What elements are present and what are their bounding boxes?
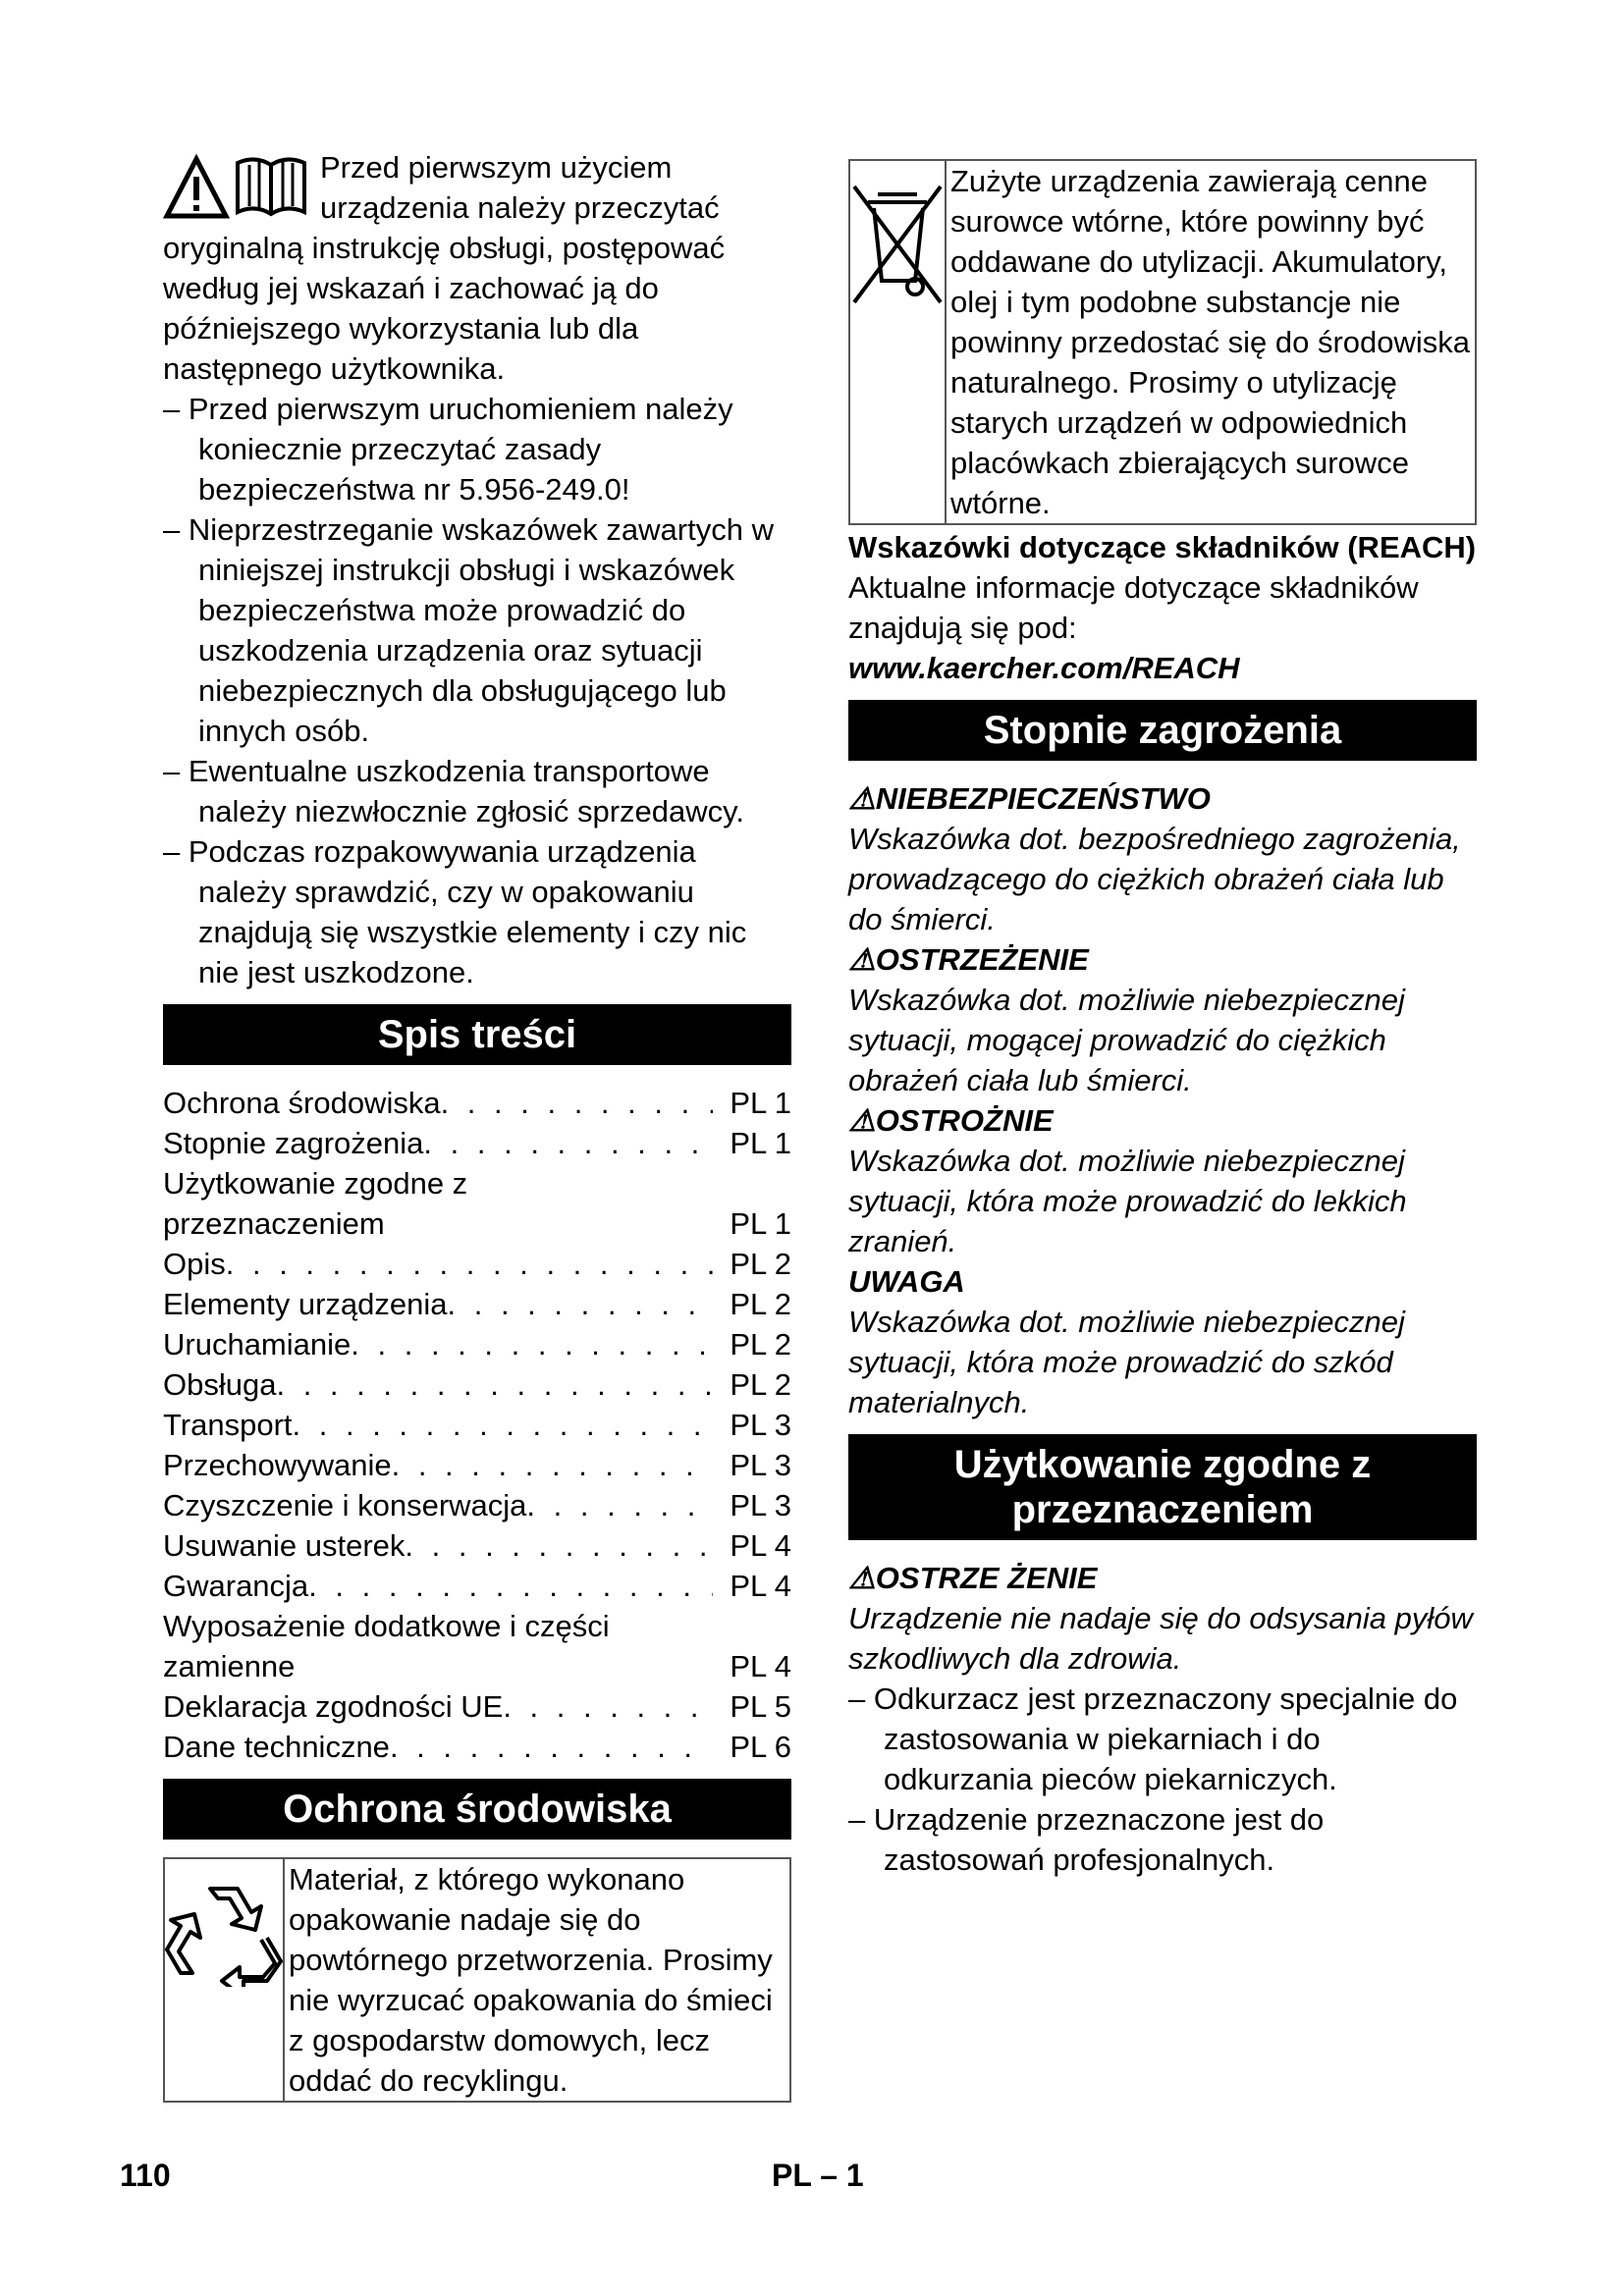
toc-page: PL 4	[730, 1569, 791, 1603]
recycling-box	[163, 1857, 791, 2103]
hazard-text: Wskazówka dot. bezpośredniego zagrożenia, prowadzącego do ciężkich obrażeń ciała lub do śmierci.	[848, 822, 1461, 936]
toc-entry[interactable]	[163, 1686, 791, 1727]
hazard-text: Wskazówka dot. możliwie niebezpiecznej sytuacji, która może prowadzić do szkód materialnych.	[848, 1305, 1405, 1419]
toc-title: Uruchamianie	[163, 1327, 352, 1362]
toc-title: Transport	[163, 1408, 293, 1442]
crossed-bin-icon	[850, 181, 945, 308]
toc-page: PL 3	[730, 1488, 791, 1522]
hazard-level	[848, 778, 1477, 939]
toc-entry[interactable]	[163, 1445, 791, 1485]
toc-page: PL 3	[730, 1448, 791, 1482]
toc-title: Gwarancja	[163, 1569, 309, 1603]
hazard-heading: Stopnie zagrożenia	[848, 700, 1477, 761]
toc-entry[interactable]	[163, 1364, 791, 1405]
toc-page: PL 2	[730, 1247, 791, 1281]
toc-entry[interactable]	[163, 1083, 791, 1123]
warning-triangle-icon: ⚠	[848, 942, 876, 977]
toc-title: Użytkowanie zgodne z przeznaczeniem	[163, 1166, 468, 1241]
toc-page: PL 6	[730, 1730, 791, 1764]
usage-item: – Odkurzacz jest przeznaczony specjalnie do zastosowania w piekarniach i do odkurzania pieców piekarniczych.	[848, 1682, 1458, 1796]
warning-triangle-icon: ⚠	[848, 1103, 876, 1138]
toc-title: Dane techniczne	[163, 1730, 390, 1764]
toc-entry[interactable]	[163, 1284, 791, 1324]
warning-triangle-icon: ⚠	[848, 1561, 876, 1595]
toc-page: PL 2	[730, 1287, 791, 1321]
reach-heading: Wskazówki dotyczące składników (REACH)	[848, 530, 1477, 564]
weee-box	[848, 159, 1477, 525]
recycling-text: Materiał, z którego wykonano opakowanie nadaje się do powtórnego przetworzenia. Prosimy nie wyrzucać opakowania do śmieci z gospodarstw domowych, lecz oddać do recyklingu.	[289, 1862, 773, 2098]
toc-heading: Spis treści	[163, 1004, 791, 1065]
intro-item: – Ewentualne uszkodzenia transportowe należy niezwłocznie zgłosić sprzedawcy.	[163, 754, 744, 828]
usage-warning-label: ⚠OSTRZE ŻENIE	[848, 1561, 1098, 1595]
toc-page: PL 4	[730, 1528, 791, 1563]
intro-item: – Nieprzestrzeganie wskazówek zawartych w niniejszej instrukcji obsługi i wskazówek bezpieczeństwa może prowadzić do uszkodzenia urządzenia oraz sytuacji niebezpiecznych dla obsługującego lub innych osób.	[163, 512, 774, 748]
toc-title: Opis	[163, 1247, 226, 1281]
toc-entry[interactable]	[163, 1606, 791, 1686]
environment-heading: Ochrona środowiska	[163, 1779, 791, 1840]
toc-title: Usuwanie usterek	[163, 1528, 406, 1563]
toc-title: Czyszczenie i konserwacja	[163, 1488, 527, 1522]
intro-item: – Podczas rozpakowywania urządzenia należy sprawdzić, czy w opakowaniu znajdują się wszystkie elementy i czy nic nie jest uszkodzone.	[163, 834, 747, 989]
usage-warning-text: Urządzenie nie nadaje się do odsysania pyłów szkodliwych dla zdrowia.	[848, 1601, 1473, 1676]
hazard-label: ⚠NIEBEZPIECZEŃSTWO	[848, 781, 1211, 816]
usage-heading: Użytkowanie zgodne z przeznaczeniem	[848, 1434, 1477, 1540]
toc-page: PL 2	[730, 1327, 791, 1362]
left-column	[163, 147, 791, 2103]
intro-item: – Przed pierwszym uruchomieniem należy koniecznie przeczytać zasady bezpieczeństwa nr 5.956-249.0!	[163, 392, 733, 507]
toc-entry[interactable]	[163, 1525, 791, 1566]
toc-title: Ochrona środowiska	[163, 1086, 441, 1120]
recycling-icon	[165, 1879, 283, 1987]
toc-title: Elementy urządzenia	[163, 1287, 448, 1321]
toc-title: Przechowywanie	[163, 1448, 392, 1482]
intro-section	[163, 147, 791, 389]
right-column	[848, 159, 1477, 1880]
weee-icon-cell	[850, 161, 947, 523]
reach-link[interactable]: www.kaercher.com/REACH	[848, 651, 1240, 685]
toc-page: PL 5	[730, 1689, 791, 1724]
toc-page: PL 2	[730, 1367, 791, 1402]
toc-page: PL 1	[730, 1206, 791, 1241]
toc-page: PL 4	[730, 1649, 791, 1683]
recycling-icon-cell	[165, 1859, 285, 2101]
hazard-level	[848, 939, 1477, 1100]
intro-paragraph: Przed pierwszym użyciem urządzenia należy przeczytać oryginalną instrukcję obsługi, postępować według jej wskazań i zachować ją do późniejszego wykorzystania lub dla następnego użytkownika.	[163, 150, 726, 386]
toc-page: PL 1	[730, 1086, 791, 1120]
toc-entry[interactable]	[163, 1485, 791, 1525]
warning-triangle-icon: ⚠	[848, 781, 876, 816]
toc-entry[interactable]	[163, 1727, 791, 1767]
hazard-text: Wskazówka dot. możliwie niebezpiecznej sytuacji, która może prowadzić do lekkich zranień.	[848, 1144, 1407, 1258]
table-of-contents	[163, 1083, 791, 1767]
toc-entry[interactable]	[163, 1324, 791, 1364]
toc-title: Deklaracja zgodności UE	[163, 1689, 504, 1724]
toc-title: Obsługa	[163, 1367, 277, 1402]
hazard-label: ⚠OSTROŻNIE	[848, 1103, 1054, 1138]
toc-entry[interactable]	[163, 1123, 791, 1163]
toc-entry[interactable]	[163, 1566, 791, 1606]
toc-page: PL 1	[730, 1126, 791, 1160]
toc-page: PL 3	[730, 1408, 791, 1442]
hazard-level	[848, 1261, 1477, 1422]
hazard-label: ⚠OSTRZEŻENIE	[848, 942, 1089, 977]
toc-entry[interactable]	[163, 1405, 791, 1445]
weee-text: Zużyte urządzenia zawierają cenne surowce wtórne, które powinny być oddawane do utylizacji. Akumulatory, olej i tym podobne substancje nie powinny przedostać się do środowiska naturalnego. Prosimy o utylizację starych urządzeń w odpowiednich placówkach zbierających surowce wtórne.	[950, 164, 1470, 520]
toc-title: Wyposażenie dodatkowe i części zamienne	[163, 1609, 610, 1683]
hazard-text: Wskazówka dot. możliwie niebezpiecznej sytuacji, mogącej prowadzić do ciężkich obrażeń ciała lub śmierci.	[848, 983, 1405, 1097]
usage-item: – Urządzenie przeznaczone jest do zastosowań profesjonalnych.	[848, 1802, 1325, 1877]
page-number: 110	[120, 2158, 171, 2193]
hazard-level	[848, 1100, 1477, 1261]
toc-title: Stopnie zagrożenia	[163, 1126, 424, 1160]
language-page-label: PL – 1	[772, 2158, 864, 2193]
toc-entry[interactable]	[163, 1163, 791, 1244]
toc-entry[interactable]	[163, 1244, 791, 1284]
warning-book-icon	[163, 151, 306, 222]
hazard-label: UWAGA	[848, 1264, 965, 1299]
reach-text: Aktualne informacje dotyczące składników znajdują się pod:	[848, 570, 1419, 645]
